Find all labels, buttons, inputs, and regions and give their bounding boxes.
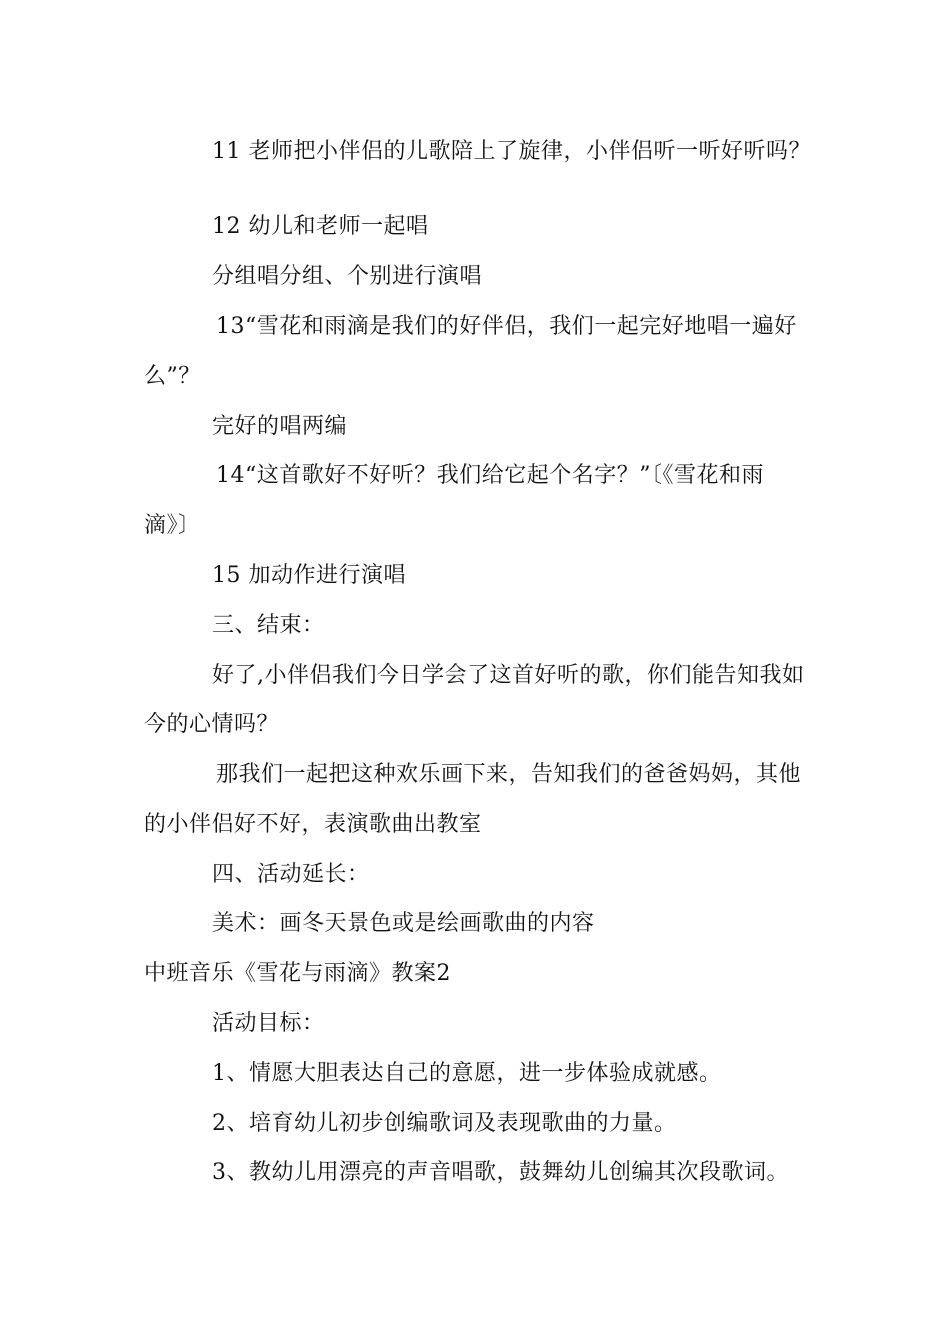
text-line-ending-1: 好了,小伴侣我们今日学会了这首好听的歌，你们能告知我如	[212, 663, 805, 688]
text-line-group-singing: 分组唱分组、个别进行演唱	[212, 264, 483, 289]
section-heading-goals: 活动目标：	[212, 1011, 325, 1036]
section-heading-extension: 四、活动延长：	[212, 862, 370, 887]
document-title-lesson-2: 中班音乐《雪花与雨滴》教案2	[144, 961, 451, 986]
goal-item-1: 1、情愿大胆表达自己的意愿，进一步体验成就感。	[212, 1061, 722, 1086]
text-line-ending-2-cont: 的小伴侣好不好，表演歌曲出教室	[144, 812, 482, 837]
text-line-step-15: 15 加动作进行演唱	[212, 563, 406, 588]
text-line-step-13: 13“雪花和雨滴是我们的好伴侣，我们一起完好地唱一遍好	[216, 314, 797, 339]
section-heading-ending: 三、结束：	[212, 613, 325, 638]
text-line-ending-1-cont: 今的心情吗？	[144, 712, 280, 737]
text-line-step-11: 11 老师把小伴侣的儿歌陪上了旋律，小伴侣听一听好听吗？	[212, 139, 811, 164]
goal-item-3: 3、教幼儿用漂亮的声音唱歌，鼓舞幼儿创编其次段歌词。	[212, 1160, 789, 1185]
text-line-art: 美术：画冬天景色或是绘画歌曲的内容	[212, 911, 595, 936]
text-line-step-13-cont: 么”？	[144, 364, 201, 389]
text-line-ending-2: 那我们一起把这种欢乐画下来，告知我们的爸爸妈妈，其他	[216, 762, 802, 787]
goal-item-2: 2、培育幼儿初步创编歌词及表现歌曲的力量。	[212, 1111, 677, 1136]
text-line-sing-twice: 完好的唱两编	[212, 414, 348, 439]
text-line-step-14: 14“这首歌好不好听？我们给它起个名字？”〔《雪花和雨	[216, 463, 764, 488]
text-line-step-14-cont: 滴》〕	[144, 513, 201, 538]
text-line-step-12: 12 幼儿和老师一起唱	[212, 214, 429, 239]
